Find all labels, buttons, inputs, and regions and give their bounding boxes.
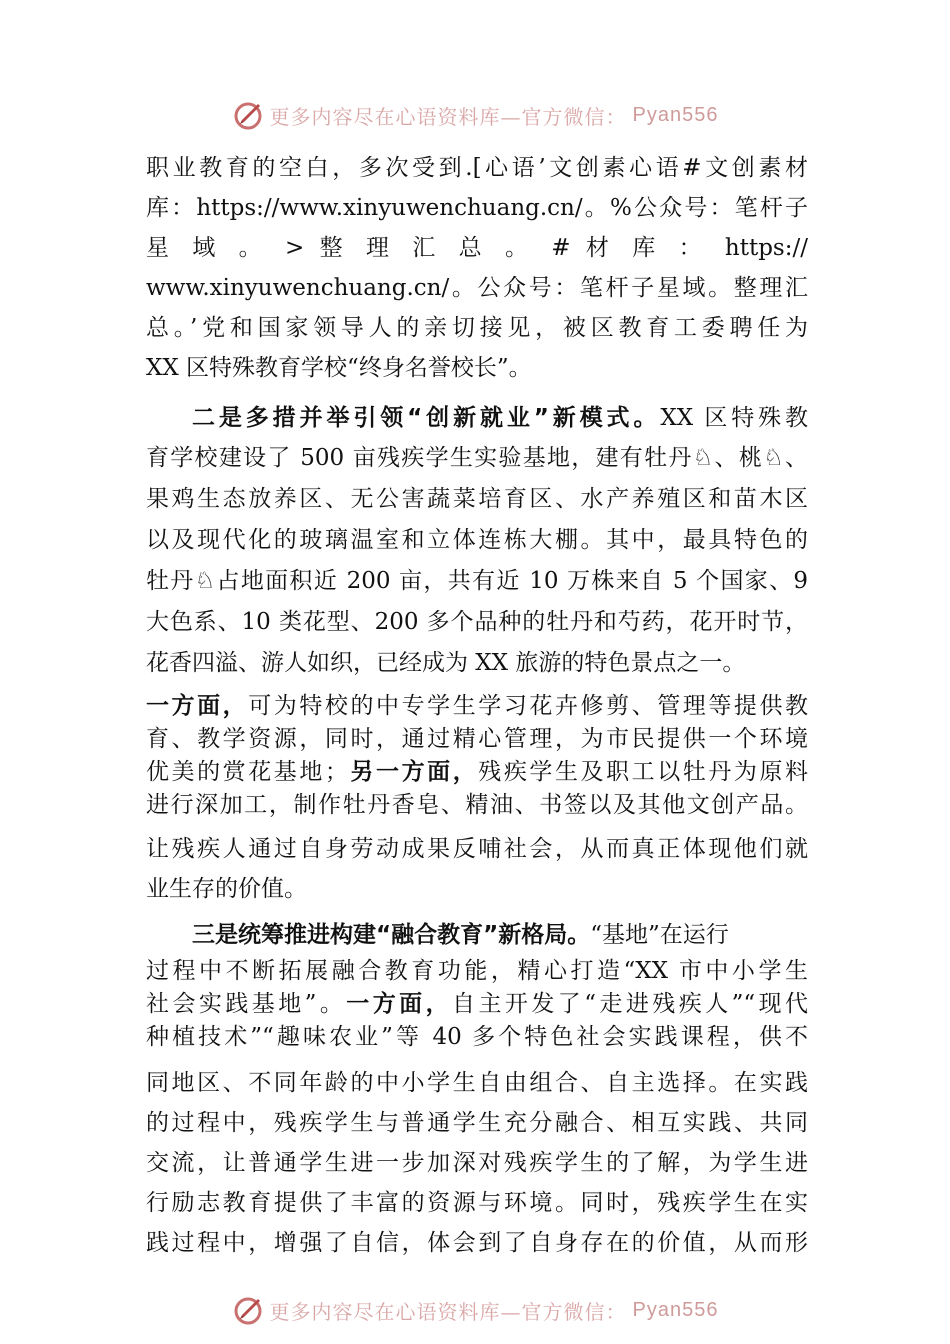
- heading-innovation-employment: 二是多措并举引领“创新就业”新模式。: [192, 405, 661, 431]
- paragraph-4-first-line: 三是统筹推进构建“融合教育”新格局。“基地”在运行: [192, 922, 729, 948]
- text-line: 育学校建设了 500 亩残疾学生实验基地，建有牡丹♘、桃♘、: [146, 445, 808, 471]
- text-line: 星 域 。 > 整 理 汇 总 。 # 材 库 ： https://: [146, 235, 808, 261]
- text-line: 总。’党和国家领导人的亲切接见，被区教育工委聘任为: [146, 315, 808, 341]
- banner-wechat-id: Pyan556: [632, 1298, 719, 1321]
- heading-inclusive-education: 三是统筹推进构建“融合教育”新格局。: [192, 922, 591, 948]
- text-line: 库：https://www.xinyuwenchuang.cn/。%公众号：笔杆子: [146, 195, 808, 221]
- paragraph-4-third-line: 社会实践基地”。一方面，自主开发了“走进残疾人”“现代: [146, 991, 808, 1017]
- text-line: 让残疾人通过自身劳动成果反哺社会，从而真正体现他们就: [146, 836, 808, 862]
- text-line: 行励志教育提供了丰富的资源与环境。同时，残疾学生在实: [146, 1190, 808, 1216]
- text-line: 业生存的价值。: [146, 876, 307, 902]
- quill-logo-icon: [232, 98, 266, 132]
- paragraph-3-first-line: 一方面，可为特校的中专学生学习花卉修剪、管理等提供教: [146, 693, 808, 719]
- text-line: 交流，让普通学生进一步加深对残疾学生的了解，为学生进: [146, 1150, 808, 1176]
- banner-wechat-id: Pyan556: [632, 103, 719, 126]
- document-body: [146, 148, 808, 1263]
- text-line: 的过程中，残疾学生与普通学生充分融合、相互实践、共同: [146, 1110, 808, 1136]
- banner-text: 更多内容尽在心语资料库—官方微信：: [269, 1299, 627, 1324]
- paragraph-2-first-line: 二是多措并举引领“创新就业”新模式。XX 区特殊教: [192, 405, 808, 431]
- text-line: www.xinyuwenchuang.cn/。公众号：笔杆子星域。整理汇: [146, 275, 808, 301]
- paragraph-3-third-line: 优美的赏花基地；另一方面，残疾学生及职工以牡丹为原料: [146, 759, 808, 785]
- text-line: 果鸡生态放养区、无公害蔬菜培育区、水产养殖区和苗木区: [146, 486, 808, 512]
- text-line: 花香四溢、游人如织，已经成为 XX 旅游的特色景点之一。: [146, 650, 746, 676]
- text-line: 以及现代化的玻璃温室和立体连栋大棚。其中，最具特色的: [146, 527, 808, 553]
- text-line: 种植技术”“趣味农业”等 40 多个特色社会实践课程，供不: [146, 1024, 808, 1050]
- text-line: 践过程中，增强了自信，体会到了自身存在的价值，从而形: [146, 1230, 808, 1256]
- text-line: 进行深加工，制作牡丹香皂、精油、书签以及其他文创产品。: [146, 792, 808, 818]
- bold-one-aspect: 一方面，: [146, 693, 249, 719]
- text-line: 大色系、10 类花型、200 多个品种的牡丹和芍药，花开时节，: [146, 609, 808, 635]
- header-watermark-banner: [0, 95, 950, 135]
- bold-other-aspect: 另一方面，: [347, 759, 479, 785]
- bold-one-aspect-2: 一方面，: [346, 991, 453, 1017]
- banner-text: 更多内容尽在心语资料库—官方微信：: [269, 104, 627, 129]
- footer-watermark-banner: [0, 1290, 950, 1330]
- quill-logo-icon: [232, 1293, 266, 1327]
- text-line: 同地区、不同年龄的中小学生自由组合、自主选择。在实践: [146, 1070, 808, 1096]
- text-line: XX 区特殊教育学校“终身名誉校长”。: [146, 355, 532, 381]
- text-line: 育、教学资源，同时，通过精心管理，为市民提供一个环境: [146, 726, 808, 752]
- text-line: 职业教育的空白，多次受到.[心语’文创素心语#文创素材: [146, 155, 808, 181]
- text-line: 过程中不断拓展融合教育功能，精心打造“XX 市中小学生: [146, 958, 808, 984]
- text-line: 牡丹♘占地面积近 200 亩，共有近 10 万株来自 5 个国家、9: [146, 568, 808, 594]
